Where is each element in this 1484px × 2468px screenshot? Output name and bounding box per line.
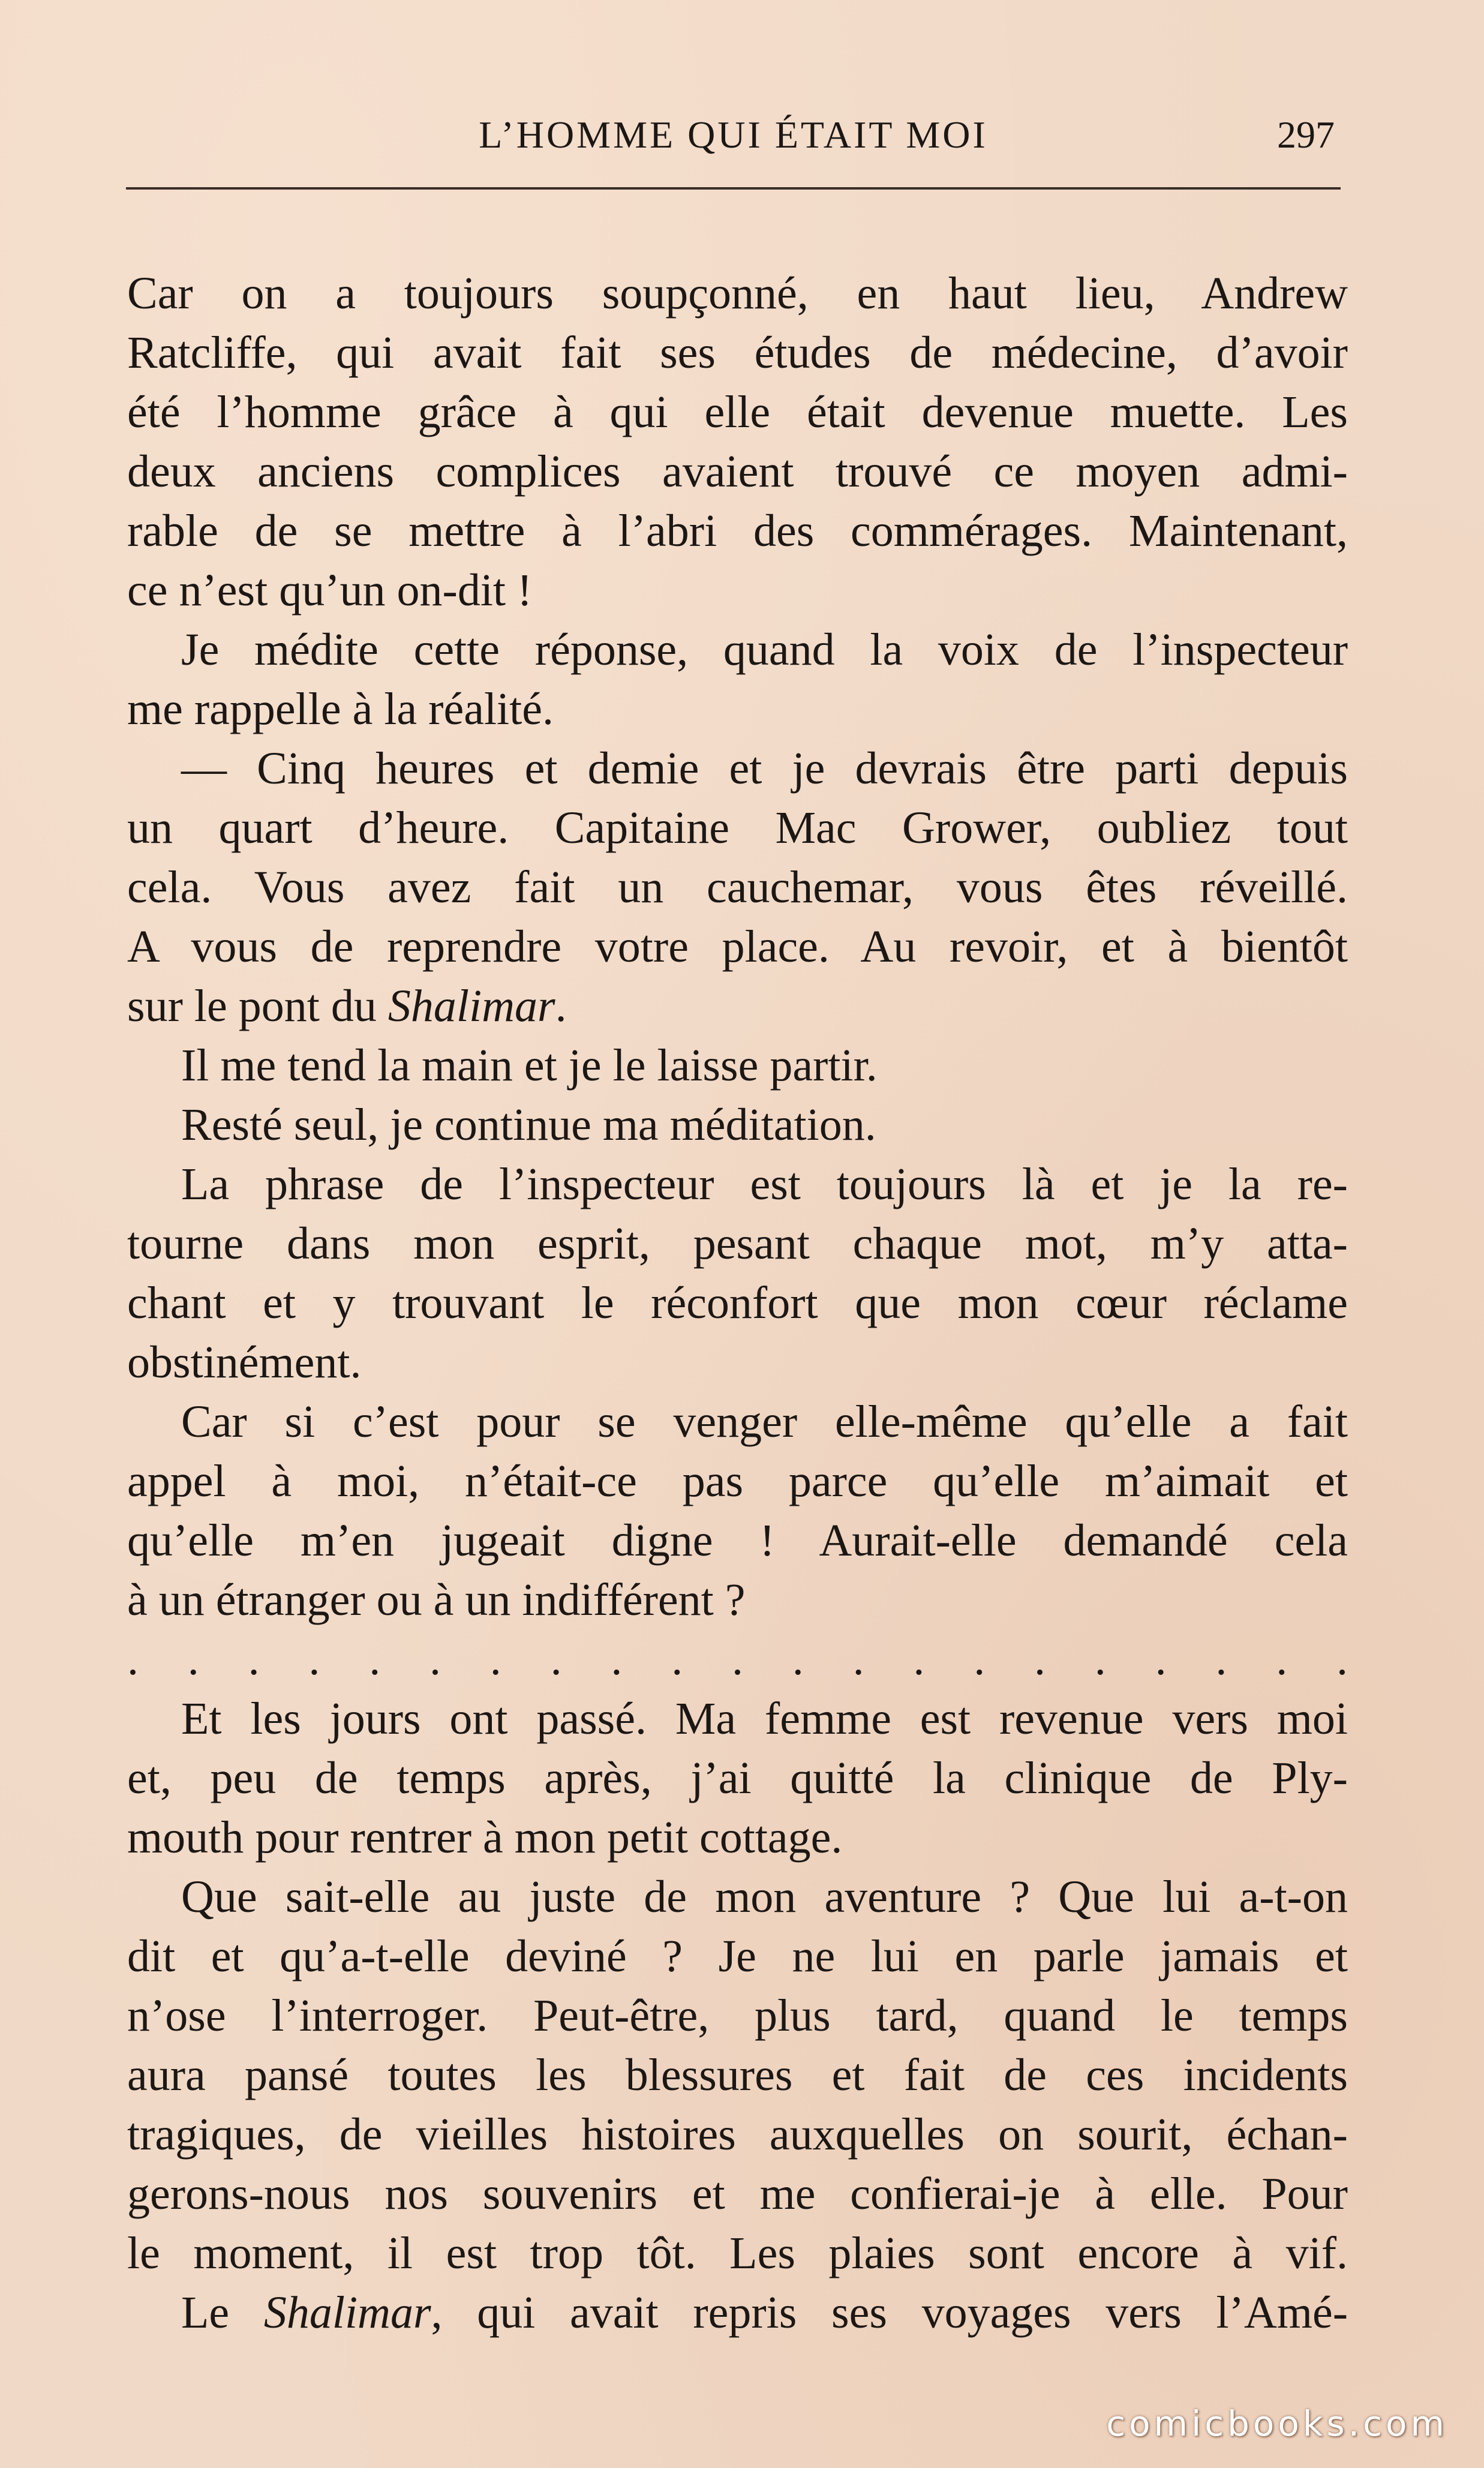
header-rule [126,187,1341,190]
text-line: un quart d’heure. Capitaine Mac Grower, oubliez tout [127,803,1348,853]
text-line: et, peu de temps après, j’ai quitté la clinique de Ply- [127,1753,1348,1803]
text-line: à un étranger ou à un indifférent ? [127,1575,746,1625]
text-line: cela. Vous avez fait un cauchemar, vous êtes réveillé. [127,862,1348,912]
text-line: A vous de reprendre votre place. Au revoir, et à bientôt [127,921,1348,972]
text-line: gerons-nous nos souvenirs et me confierai-je à elle. Pour [127,2169,1348,2219]
text-line: tourne dans mon esprit, pesant chaque mot, m’y atta- [127,1218,1348,1269]
text-line: aura pansé toutes les blessures et fait de ces incidents [127,2050,1348,2100]
ship-name: Shalimar [263,2287,431,2338]
text-line: Resté seul, je continue ma méditation. [181,1100,876,1150]
text-line: n’ose l’interroger. Peut-être, plus tard, quand le temps [127,1990,1348,2041]
running-title: L’HOMME QUI ÉTAIT MOI [479,113,988,156]
text-line: appel à moi, n’était-ce pas parce qu’elle m’aimait et [127,1456,1348,1506]
text-segment: . [555,981,567,1031]
text-line: dit et qu’a-t-elle deviné ? Je ne lui en parle jamais et [127,1931,1348,1981]
text-line: me rappelle à la réalité. [127,684,554,734]
text-segment: sur le pont du [127,981,388,1031]
text-line: obstinément. [127,1337,362,1388]
text-line: rable de se mettre à l’abri des commérages. Maintenant, [127,506,1348,556]
text-line: Et les jours ont passé. Ma femme est revenue vers moi [181,1694,1348,1744]
text-line: Que sait-elle au juste de mon aventure ? Que lui a-t-on [181,1872,1348,1922]
body-text [127,264,1348,2343]
text-line: qu’elle m’en jugeait digne ! Aurait-elle demandé cela [127,1515,1348,1566]
text-line: Il me tend la main et je le laisse partir. [181,1040,878,1091]
text-line: La phrase de l’inspecteur est toujours là et je la re- [181,1159,1348,1209]
text-line: deux anciens complices avaient trouvé ce moyen admi- [127,446,1348,497]
text-segment: , qui avait repris ses voyages vers l’Amé- [431,2287,1348,2338]
section-break-dots: . . . . . . . . . . . . . . . . . . . . . [127,1634,1348,1685]
running-head [126,108,1341,162]
text-line: mouth pour rentrer à mon petit cottage. [127,1812,843,1863]
text-line: Ratcliffe, qui avait fait ses études de médecine, d’avoir [127,328,1348,378]
text-line: Car si c’est pour se venger elle-même qu’elle a fait [181,1397,1348,1447]
text-line: été l’homme grâce à qui elle était devenue muette. Les [127,387,1348,437]
text-line: Car on a toujours soupçonné, en haut lieu, Andrew [127,268,1348,319]
text-line: ce n’est qu’un on-dit ! [127,565,533,616]
page-number: 297 [1277,113,1335,156]
watermark: comicbooks.com [1106,2403,1448,2444]
text-line [127,977,1348,1036]
ship-name: Shalimar [387,981,555,1031]
text-line: tragiques, de vieilles histoires auxquelles on sourit, échan- [127,2109,1348,2160]
text-segment: Le [181,2287,264,2338]
text-line [127,2283,1348,2343]
text-line: le moment, il est trop tôt. Les plaies sont encore à vif. [127,2228,1348,2278]
text-line: Je médite cette réponse, quand la voix de l’inspecteur [181,624,1348,675]
text-line: — Cinq heures et demie et je devrais être parti depuis [181,743,1348,794]
text-line: chant et y trouvant le réconfort que mon cœur réclame [127,1278,1348,1328]
